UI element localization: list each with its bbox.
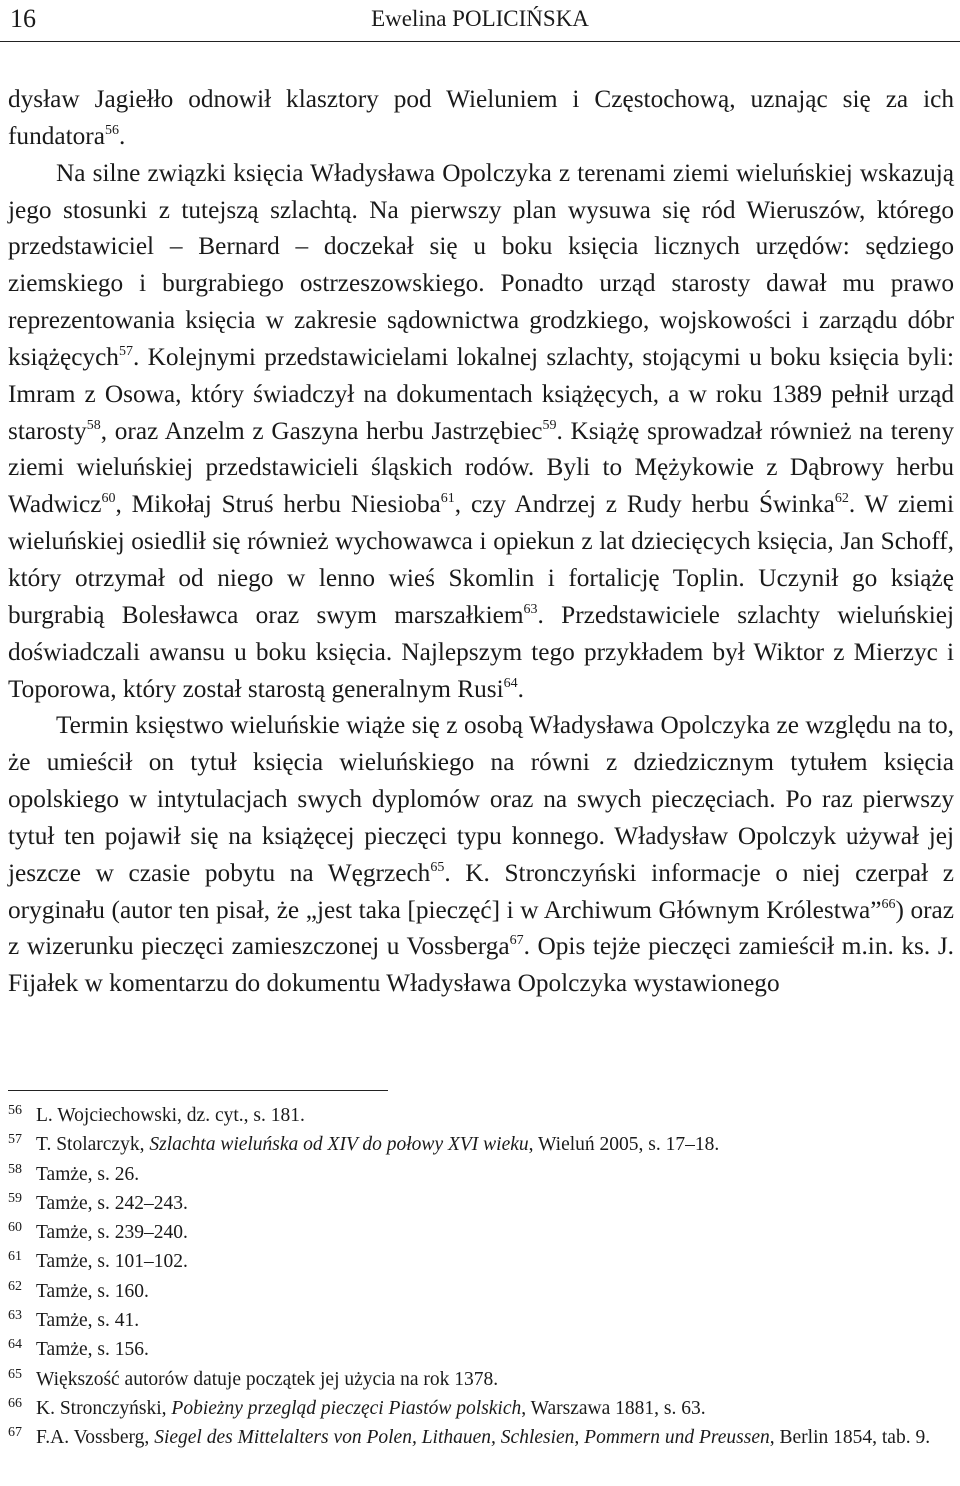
footnote-ref[interactable]: 61: [440, 491, 455, 507]
footnote-text: Tamże, s. 26.: [36, 1163, 140, 1185]
text-run: . K. Stronczyński informacje o niej czerpał z oryginału (autor ten pisał, że „jest taka [pieczęć] i w Archiwum Głównym Królestwa”: [8, 858, 954, 924]
footnote-text: , Warszawa 1881, s. 63.: [521, 1397, 706, 1419]
footnote-text: Tamże, s. 160.: [36, 1280, 149, 1302]
text-run: . Opis tejże pieczęci zamieścił m.in. ks. J. Fijałek w komentarzu do dokumentu Władysława Opolczyka wystawionego: [8, 932, 954, 998]
footnote-number: 59: [8, 1190, 22, 1206]
header-rule: [0, 41, 960, 42]
footnote: [8, 1394, 954, 1423]
text-run: .: [517, 674, 524, 703]
footnote-number: 61: [8, 1249, 22, 1265]
text-run: dysław Jagiełło odnowił klasztory pod Wieluniem i Częstochową, uznając się za ich fundatora: [8, 85, 954, 150]
footnote-text: , Wieluń 2005, s. 17–18.: [528, 1134, 720, 1156]
footnote-text: , Berlin 1854, tab. 9.: [769, 1427, 931, 1449]
footnote-text: T. Stolarczyk,: [36, 1134, 150, 1156]
footnote-number: 62: [8, 1278, 22, 1294]
footnote: [8, 1130, 954, 1159]
footnote-number: 56: [8, 1103, 22, 1118]
footnote-number: 66: [8, 1395, 22, 1411]
footnote-text: Tamże, s. 242–243.: [36, 1192, 188, 1214]
footnote: [8, 1218, 954, 1247]
footnote-number: 63: [8, 1308, 22, 1324]
paragraph-1: [8, 81, 954, 155]
footnote-number: 65: [8, 1366, 22, 1382]
footnote: [8, 1160, 954, 1189]
footnote: [8, 1247, 954, 1276]
footnote: [8, 1423, 954, 1452]
text-run: . W ziemi wieluńskiej osiedlił się również wychowawca i opiekun z lat dziecięcych księcia, Jan Schoff, który otrzymał od niego w lenno wieś Skomlin i fortalicję Toplin. Uczynił go książę burgrabią Bolesławca oraz swym marszałkiem: [8, 490, 955, 629]
footnote-number: 64: [8, 1337, 22, 1353]
running-title: Ewelina POLICIŃSKA: [371, 6, 589, 31]
footnote-text: Tamże, s. 41.: [36, 1310, 140, 1332]
footnote-title: Pobieżny przegląd pieczęci Piastów polskich: [171, 1397, 522, 1419]
footnote: [8, 1101, 954, 1130]
footnote-ref[interactable]: 65: [430, 859, 445, 875]
text-run: . Kolejnymi przedstawicielami lokalnej szlachty, stojącymi u boku księcia byli: Imram z Osowa, który świadczył na dokumentach książęcych, a w roku 1389 pełnił urząd starosty: [8, 342, 954, 445]
text-run: , oraz Anzelm z Gaszyna herbu Jastrzębiec: [100, 416, 543, 445]
footnote-number: 67: [8, 1425, 22, 1441]
page-header: [0, 0, 960, 44]
text-run: . Książę sprowadzał również na tereny ziemi wieluńskiej przedstawicieli śląskich rodów. Byli to Mężykowie z Dąbrowy herbu Wadwicz: [8, 416, 954, 519]
text-run: ) oraz z wizerunku pieczęci zamieszczonej u Vossberga: [8, 895, 954, 961]
footnote-title: Szlachta wieluńska od XIV do połowy XVI wieku: [149, 1134, 529, 1156]
footnote-ref[interactable]: 67: [509, 933, 524, 949]
footnote: [8, 1277, 954, 1306]
footnote-separator: [8, 1090, 388, 1091]
footnote: [8, 1306, 954, 1335]
footnote-ref[interactable]: 56: [104, 122, 119, 138]
footnote-ref[interactable]: 63: [523, 601, 538, 617]
text-run: .: [118, 121, 126, 150]
body-text: [8, 81, 954, 1002]
footnote: [8, 1365, 954, 1394]
footnote-ref[interactable]: 59: [542, 417, 557, 433]
footnote-ref[interactable]: 62: [834, 491, 849, 507]
text-run: , Mikołaj Struś herbu Niesioba: [115, 490, 441, 519]
footnote-text: Tamże, s. 239–240.: [36, 1222, 188, 1244]
paragraph-2: [8, 155, 954, 708]
footnotes: [8, 1101, 954, 1453]
footnote-number: 57: [8, 1132, 22, 1148]
footnote-ref[interactable]: 57: [118, 343, 133, 359]
footnote-text: Tamże, s. 101–102.: [36, 1251, 188, 1273]
page-number: 16: [10, 4, 36, 33]
footnote-title: Siegel des Mittelalters von Polen, Lithauen, Schlesien, Pommern und Preussen: [154, 1427, 770, 1449]
text-run: . Przedstawiciele szlachty wieluńskiej doświadczali awansu u boku księcia. Najlepszym tego przykładem był Wiktor z Mierzyc i Toporowa, który został starostą generalnym Rusi: [8, 600, 955, 703]
footnote-text: Tamże, s. 156.: [36, 1339, 149, 1361]
text-run: Na silne związki księcia Władysława Opolczyka z terenami ziemi wieluńskiej wskazują jego stosunki z tutejszą szlachtą. Na pierwszy plan wysuwa się ród Wieruszów, którego przedstawiciel – Bernard – doczekał się u boku księcia licznych urzędów: sędziego ziemskiego i burgrabiego ostrzeszowskiego. Ponadto urząd starosty dawał mu prawo reprezentowania księcia w zakresie sądownictwa grodzkiego, wojskowości i zarządu dóbr książęcych: [8, 158, 954, 371]
footnote-ref[interactable]: 58: [86, 417, 101, 433]
footnote-text: Większość autorów datuje początek jej użycia na rok 1378.: [36, 1368, 499, 1390]
footnote: [8, 1335, 954, 1364]
paragraph-3: [8, 707, 954, 1002]
text-run: Termin księstwo wieluńskie wiąże się z osobą Władysława Opolczyka ze względu na to, że umieścił on tytuł księcia wieluńskiego na równi z dziedzicznym tytułem księcia opolskiego w intytulacjach swych dyplomów oraz na swych pieczęciach. Po raz pierwszy tytuł ten pojawił się na książęcej pieczęci typu konnego. Władysław Opolczyk używał jej jeszcze w czasie pobytu na Węgrzech: [8, 711, 954, 887]
footnote-ref[interactable]: 60: [101, 491, 116, 507]
text-run: , czy Andrzej z Rudy herbu Świnka: [454, 490, 835, 519]
footnote-number: 60: [8, 1220, 22, 1236]
footnote-text: K. Stronczyński,: [36, 1397, 172, 1419]
footnote-ref[interactable]: 64: [503, 675, 518, 691]
footnote-text: L. Wojciechowski, dz. cyt., s. 181.: [36, 1105, 305, 1126]
footnote-ref[interactable]: 66: [881, 896, 896, 912]
footnote-number: 58: [8, 1161, 22, 1177]
footnote: [8, 1189, 954, 1218]
footnote-text: F.A. Vossberg,: [36, 1427, 155, 1449]
